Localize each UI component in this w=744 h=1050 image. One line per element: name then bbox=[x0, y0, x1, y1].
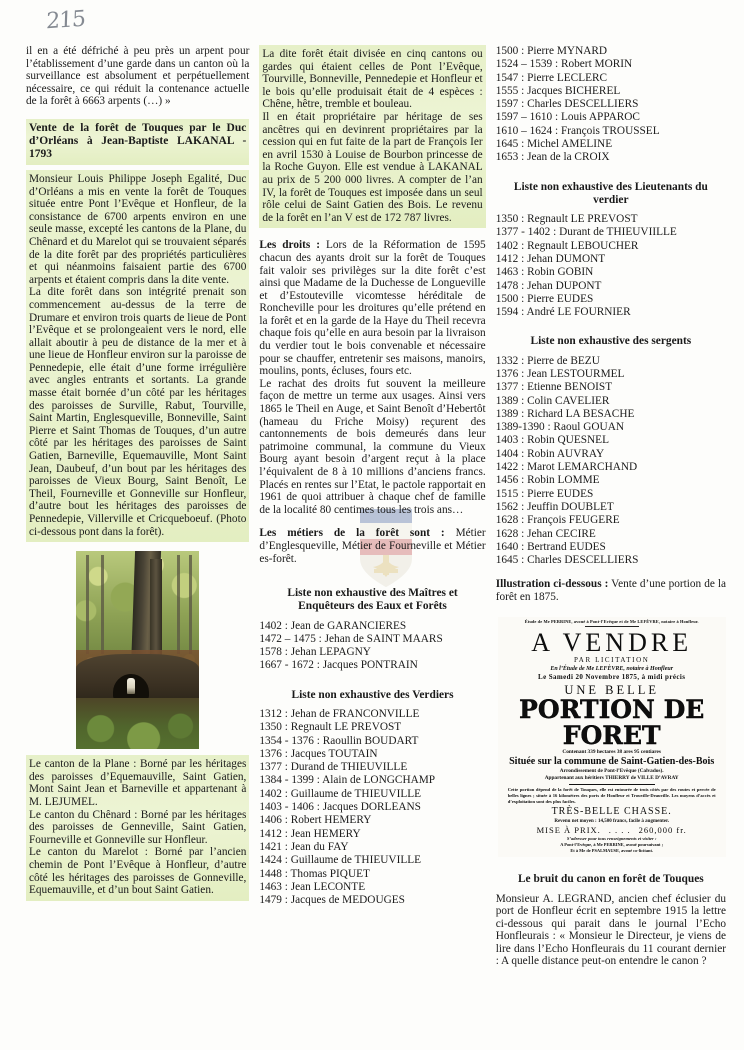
list-item: 1377 : Etienne BENOIST bbox=[495, 381, 613, 394]
illustration-lead: Illustration ci-dessous : bbox=[495, 578, 609, 591]
poster-portion-de-foret: PORTION DE FORET bbox=[519, 694, 705, 750]
metiers-lead: Les métiers de la forêt sont : bbox=[259, 527, 445, 540]
poster-arrondissement: Arrondissement de Pont-l’Evêque (Calvados). bbox=[559, 767, 664, 774]
list-item: 1377 : Durand de THIEUVILLE bbox=[259, 761, 408, 774]
list-item: 1350 : Regnault LE PREVOST bbox=[495, 213, 638, 226]
metiers-text: Métier d’Englesqueville, Métier de Fourneville et Métier es-forêt. bbox=[259, 527, 486, 565]
poster-date-line: Le Samedi 20 Novembre 1875, à midi précis bbox=[538, 673, 686, 681]
poster-divider bbox=[569, 784, 655, 785]
list-item: 1389-1390 : Raoul GOUAN bbox=[495, 421, 625, 434]
droits-paragraph bbox=[259, 239, 485, 378]
forest-photo-wrap bbox=[26, 551, 249, 749]
list-item: 1463 : Jean LECONTE bbox=[259, 880, 366, 893]
list-item: 1412 : Jean HEMERY bbox=[259, 827, 361, 840]
list-item: 1479 : Jacques de MEDOUGES bbox=[259, 894, 405, 907]
droits-paragraph-2: Le rachat des droits fut souvent la meilleure façon de mettre un terme aux usages. Ainsi vers 1865 le Theil en Auge, et Saint Benoît d’Hebertôt (hameau du Friche Moisy) reçurent des cantonnements de bois demeurés dans leur patrimoine communal, la commune du Vieux Bourg ayant besoin d’argent reçut à la place l’équivalent de 8 à 10 millions d’anciens francs. Placés en rentes sur l’Etat, le pactole rapportait en 1961 de quoi attribuer à chaque chef de famille de la localité 80 centimes tous les trois ans… bbox=[259, 377, 486, 516]
list-item: 1421 : Jean du FAY bbox=[259, 840, 349, 853]
auction-poster bbox=[498, 617, 726, 858]
poster-mise-value: 260,000 fr. bbox=[638, 825, 687, 836]
list-item: 1376 : Jacques TOUTAIN bbox=[259, 747, 378, 760]
list-item: 1562 : Jeuffin DOUBLET bbox=[495, 500, 614, 513]
poster-chasse: TRÈS-BELLE CHASSE. bbox=[551, 806, 672, 818]
list-item: 1472 – 1475 : Jehan de SAINT MAARS bbox=[259, 632, 443, 645]
list-item: 1478 : Jehan DUPONT bbox=[495, 279, 602, 292]
sergents-list bbox=[496, 355, 726, 568]
list-item: 1640 : Bertrand EUDES bbox=[495, 540, 606, 553]
list-item: 1312 : Jehan de FRANCONVILLE bbox=[259, 707, 420, 720]
poster-etude-line: Étude de Me PERRINE, avoué à Pont-l’Evêque et de Me LEFÈVRE, notaire à Honfleur. bbox=[524, 618, 699, 624]
poster-commune: Située sur la commune de Saint-Gatien-des-Bois bbox=[509, 755, 715, 767]
canton-plane: Le canton de la Plane : Borné par les héritages des paroisses d’Equemauville, Saint Gatien, Mont Saint Jean et Barneville et appartenant à M. LEJUMEL. bbox=[29, 758, 247, 808]
right-column bbox=[496, 45, 726, 968]
verdiers-continued-list bbox=[496, 45, 726, 165]
poster-foot-line-2: Et à Me de PSALMAUSE, avoué co-licitant. bbox=[570, 847, 654, 853]
list-item: 1500 : Pierre MYNARD bbox=[495, 45, 608, 57]
list-item: 1376 : Jean LESTOURMEL bbox=[495, 367, 625, 380]
poster-adresse: S’adresser pour tous renseignements et visiter : bbox=[566, 836, 657, 842]
lieutenants-heading: Liste non exhaustive des Lieutenants du verdier bbox=[513, 180, 708, 206]
list-item: 1578 : Jehan LEPAGNY bbox=[259, 646, 371, 659]
mid-paragraph-1: La dite forêt était divisée en cinq cantons ou gardes qui étaient celles de Pont l’Evêque, Tourville, Bonneville, Pennedepie et Honfleur et le bois qu’elle produisait était de 4 espèces : Chêne, hêtre, tremble et bouleau. bbox=[262, 48, 483, 111]
canton-chenard: Le canton du Chênard : Borné par les héritages des paroisses de Genneville, Saint Gatien, Fourneville et Gonneville sur Honfleur. bbox=[29, 808, 247, 846]
droits-text: Lors de la Réformation de 1595 chacun des ayants droit sur la forêt de Touques fait valoir ses privilèges sur la dite forêt c’est ainsi que Madame de la Duchesse de Longueville et d’Estouteville vicomtesse héréditale de Roncheville pour les droitures qu’elle prétend en la forêt et en la garde de la Haye du Theil recevra chaque fois qu’elle en aura besoin par la livraison du verdier tout le bois convenable et nécessaire pour se chauffer, entretenir ses maisons, manoirs, moulins, ponts, écluses, fours etc. bbox=[259, 239, 486, 378]
list-item: 1350 : Regnault LE PREVOST bbox=[259, 721, 402, 734]
list-item: 1610 – 1624 : François TROUSSEL bbox=[495, 124, 660, 137]
list-item: 1389 : Richard LA BESACHE bbox=[495, 407, 635, 420]
list-item: 1384 - 1399 : Alain de LONGCHAMP bbox=[259, 774, 436, 787]
maitres-heading: Liste non exhaustive des Maîtres et Enquêteurs des Eaux et Forêts bbox=[287, 587, 458, 613]
list-item: 1448 : Thomas PIQUET bbox=[259, 867, 370, 880]
list-item: 1456 : Robin LOMME bbox=[495, 474, 600, 487]
list-item: 1377 - 1402 : Durant de THIEUVIILLE bbox=[495, 226, 677, 239]
list-item: 1667 - 1672 : Jacques PONTRAIN bbox=[259, 659, 418, 672]
sale-heading-block bbox=[26, 119, 249, 165]
poster-appartenant: Appartenant aux héritiers THIERRY de VILLE D’AVRAY bbox=[544, 774, 679, 781]
forest-bridge-photo bbox=[76, 551, 199, 749]
forest-division-block bbox=[259, 45, 485, 228]
lieutenants-list bbox=[496, 213, 726, 319]
poster-par-licitation: PAR LICITATION bbox=[573, 656, 650, 664]
list-item: 1500 : Pierre EUDES bbox=[495, 292, 594, 305]
sergents-heading: Liste non exhaustive des sergents bbox=[530, 335, 692, 348]
list-item: 1547 : Pierre LECLERC bbox=[495, 71, 608, 84]
list-item: 1412 : Jehan DUMONT bbox=[495, 252, 606, 265]
list-item: 1404 : Robin AUVRAY bbox=[495, 447, 605, 460]
list-item: 1402 : Guillaume de THIEUVILLE bbox=[259, 787, 422, 800]
maitres-list bbox=[259, 620, 485, 673]
canton-marelot: Le canton du Marelot : Borné par l’ancien chemin de Pont l’Evêque à Honfleur, d’autre côté les héritages des paroisses de Gonneville, Equemauville, et d’un bout Saint Gatien. bbox=[29, 846, 247, 897]
list-item: 1524 – 1539 : Robert MORIN bbox=[495, 58, 633, 71]
list-item: 1653 : Jean de la CROIX bbox=[495, 151, 610, 164]
poster-en-letude: En l’Étude de Me LEFÈVRE, notaire à Honfleur bbox=[550, 666, 674, 672]
intro-paragraph: il en a été défriché à peu près un arpent pour l’établissement d’une garde dans un canton où la surveillance est absolument et perpétuellement nécessaire, ce qui réduit la contenance actuelle de la forêt à 6663 arpents (…) » bbox=[26, 45, 250, 108]
poster-mise-dots: . . . . bbox=[608, 825, 631, 836]
list-item: 1597 – 1610 : Louis APPAROC bbox=[495, 111, 640, 124]
list-item: 1354 - 1376 : Raoullin BOUDART bbox=[259, 734, 419, 747]
list-item: 1515 : Pierre EUDES bbox=[495, 487, 594, 500]
poster-description: Cette portion dépend de la forêt de Touques, elle est entourée de trois côtés par des routes et percée de belles lignes ; située à 16 kilomètres des ports de Honfleur et Trouville-Deauville. Les moyens d’accès et d’exploitation sont des plus faciles. bbox=[507, 786, 716, 804]
poster-mise-a-prix bbox=[498, 825, 726, 836]
list-item: 1645 : Charles DESCELLIERS bbox=[495, 554, 639, 567]
sale-paragraph-1: Monsieur Louis Philippe Joseph Egalité, Duc d’Orléans a mis en vente la forêt de Touques située entre Pont l’Evêque et Honfleur, de la consistance de 6700 arpents environ en une seule masse, excepté les cantons de la Plane, du Chênard et du Marelot qui se trouvaient séparés de la dite forêt par des propriétés particulières et qui néanmoins faisaient partie des 6700 arpents et étaient compris dans la dite vente. bbox=[29, 172, 247, 286]
verdiers-list bbox=[259, 708, 485, 907]
three-column-layout bbox=[26, 45, 726, 968]
canon-heading: Le bruit du canon en forêt de Touques bbox=[517, 873, 704, 886]
list-item: 1403 - 1406 : Jacques DORLEANS bbox=[259, 801, 421, 814]
poster-une-belle: UNE BELLE bbox=[564, 682, 660, 697]
list-item: 1628 : François FEUGERE bbox=[495, 514, 620, 527]
list-item: 1555 : Jacques BICHEREL bbox=[495, 84, 621, 97]
sale-paragraph-2: La dite forêt dans son intégrité prenait son commencement au-dessus de la terre de Drumare et environ trois quarts de lieue de Pont l’Evêque et se prolongeaient vers le nord, elle allait aboutir à peu de distance de la mer et à une lieue de Honfleur environ sur la paroisse de Pennedepie, elle était d’une forme irrégulière avec angles entrants et sortants. La grande masse était bornée d’un côté par les héritages des paroisses de Surville, Rabut, Tourville, Saint Martin, Englesqueville, Bonneville, Saint Pierre et Saint Thomas de Touques, d’un autre côté par les héritages des paroisses de Saint Gatien, Barneville, Equemauville, Mont Saint Jean, Daubeuf, d’un bout par les héritages des paroisses de Vieux Bourg, Saint Benoît, Le Theil, Fourneville et Gonneville sur Honfleur, d’autre bout les héritages des paroisses de Pennedepie, Villerville et Cricqueboeuf. (Photo ci-dessous pont dans la forêt). bbox=[29, 286, 247, 538]
poster-contenance: Contenant 339 hectares 38 ares 95 centiares bbox=[562, 748, 661, 755]
left-column bbox=[26, 45, 249, 968]
illustration-caption bbox=[496, 578, 726, 603]
list-item: 1645 : Michel AMELINE bbox=[495, 138, 613, 151]
metiers-paragraph bbox=[259, 527, 485, 565]
canon-paragraph: Monsieur A. LEGRAND, ancien chef éclusier du port de Honfleur écrit en septembre 1915 la lettre ci-dessous qui parait dans le journal l’Echo Honfleurais : « Monsieur le Directeur, je viens de lire dans l’Echo Honfleurais du 11 courant dernier : A quelle distance peut-on entendre le canon ? bbox=[495, 892, 726, 968]
folio-number: 215 bbox=[45, 6, 86, 35]
list-item: 1403 : Robin QUESNEL bbox=[495, 434, 609, 447]
verdiers-heading: Liste non exhaustive des Verdiers bbox=[291, 688, 454, 701]
poster-revenu: Revenu net moyen : 14,500 francs, facile à augmenter. bbox=[554, 819, 670, 825]
illustration-text: Vente d’une portion de la forêt en 1875. bbox=[495, 578, 726, 603]
droits-lead: Les droits : bbox=[259, 239, 321, 252]
sale-body-block bbox=[26, 170, 249, 542]
list-item: 1422 : Marot LEMARCHAND bbox=[495, 461, 638, 474]
poster-mise-label: MISE À PRIX. bbox=[536, 825, 601, 836]
list-item: 1463 : Robin GOBIN bbox=[495, 266, 594, 279]
poster-foot-line-1: A Pont-l’Evêque, à Me PERRINE, avoué poursuivant ; bbox=[560, 842, 664, 848]
list-item: 1402 : Jean de GARANCIERES bbox=[259, 619, 407, 632]
list-item: 1389 : Colin CAVELIER bbox=[495, 394, 610, 407]
list-item: 1402 : Regnault LEBOUCHER bbox=[495, 239, 639, 252]
list-item: 1597 : Charles DESCELLIERS bbox=[495, 98, 639, 111]
cantons-block bbox=[26, 755, 249, 901]
list-item: 1332 : Pierre de BEZU bbox=[495, 354, 600, 367]
mid-paragraph-2: Il en était propriétaire par héritage de ses ancêtres qui en devinrent propriétaires par la cession qui en fut faite de la part de François Ier en avril 1530 à Louise de Bourbon princesse de la Roche Guyon. Elle est vendue à LAKANAL au prix de 5 200 000 livres. A compter de l’an IV, la forêt de Touques est imposée dans un seul rôle celui de Saint Gatien des Bois. Le revenu de la forêt en l’an V est de 172 787 livres. bbox=[262, 110, 483, 224]
middle-column bbox=[259, 45, 485, 968]
poster-a-vendre: A VENDRE bbox=[531, 628, 693, 657]
list-item: 1424 : Guillaume de THIEUVILLE bbox=[259, 854, 422, 867]
list-item: 1594 : André LE FOURNIER bbox=[495, 306, 631, 319]
sale-heading: Vente de la forêt de Touques par le Duc d’Orléans à Jean-Baptiste LAKANAL - 1793 bbox=[29, 121, 247, 160]
list-item: 1406 : Robert HEMERY bbox=[259, 814, 372, 827]
list-item: 1628 : Jehan CECIRE bbox=[495, 527, 596, 540]
